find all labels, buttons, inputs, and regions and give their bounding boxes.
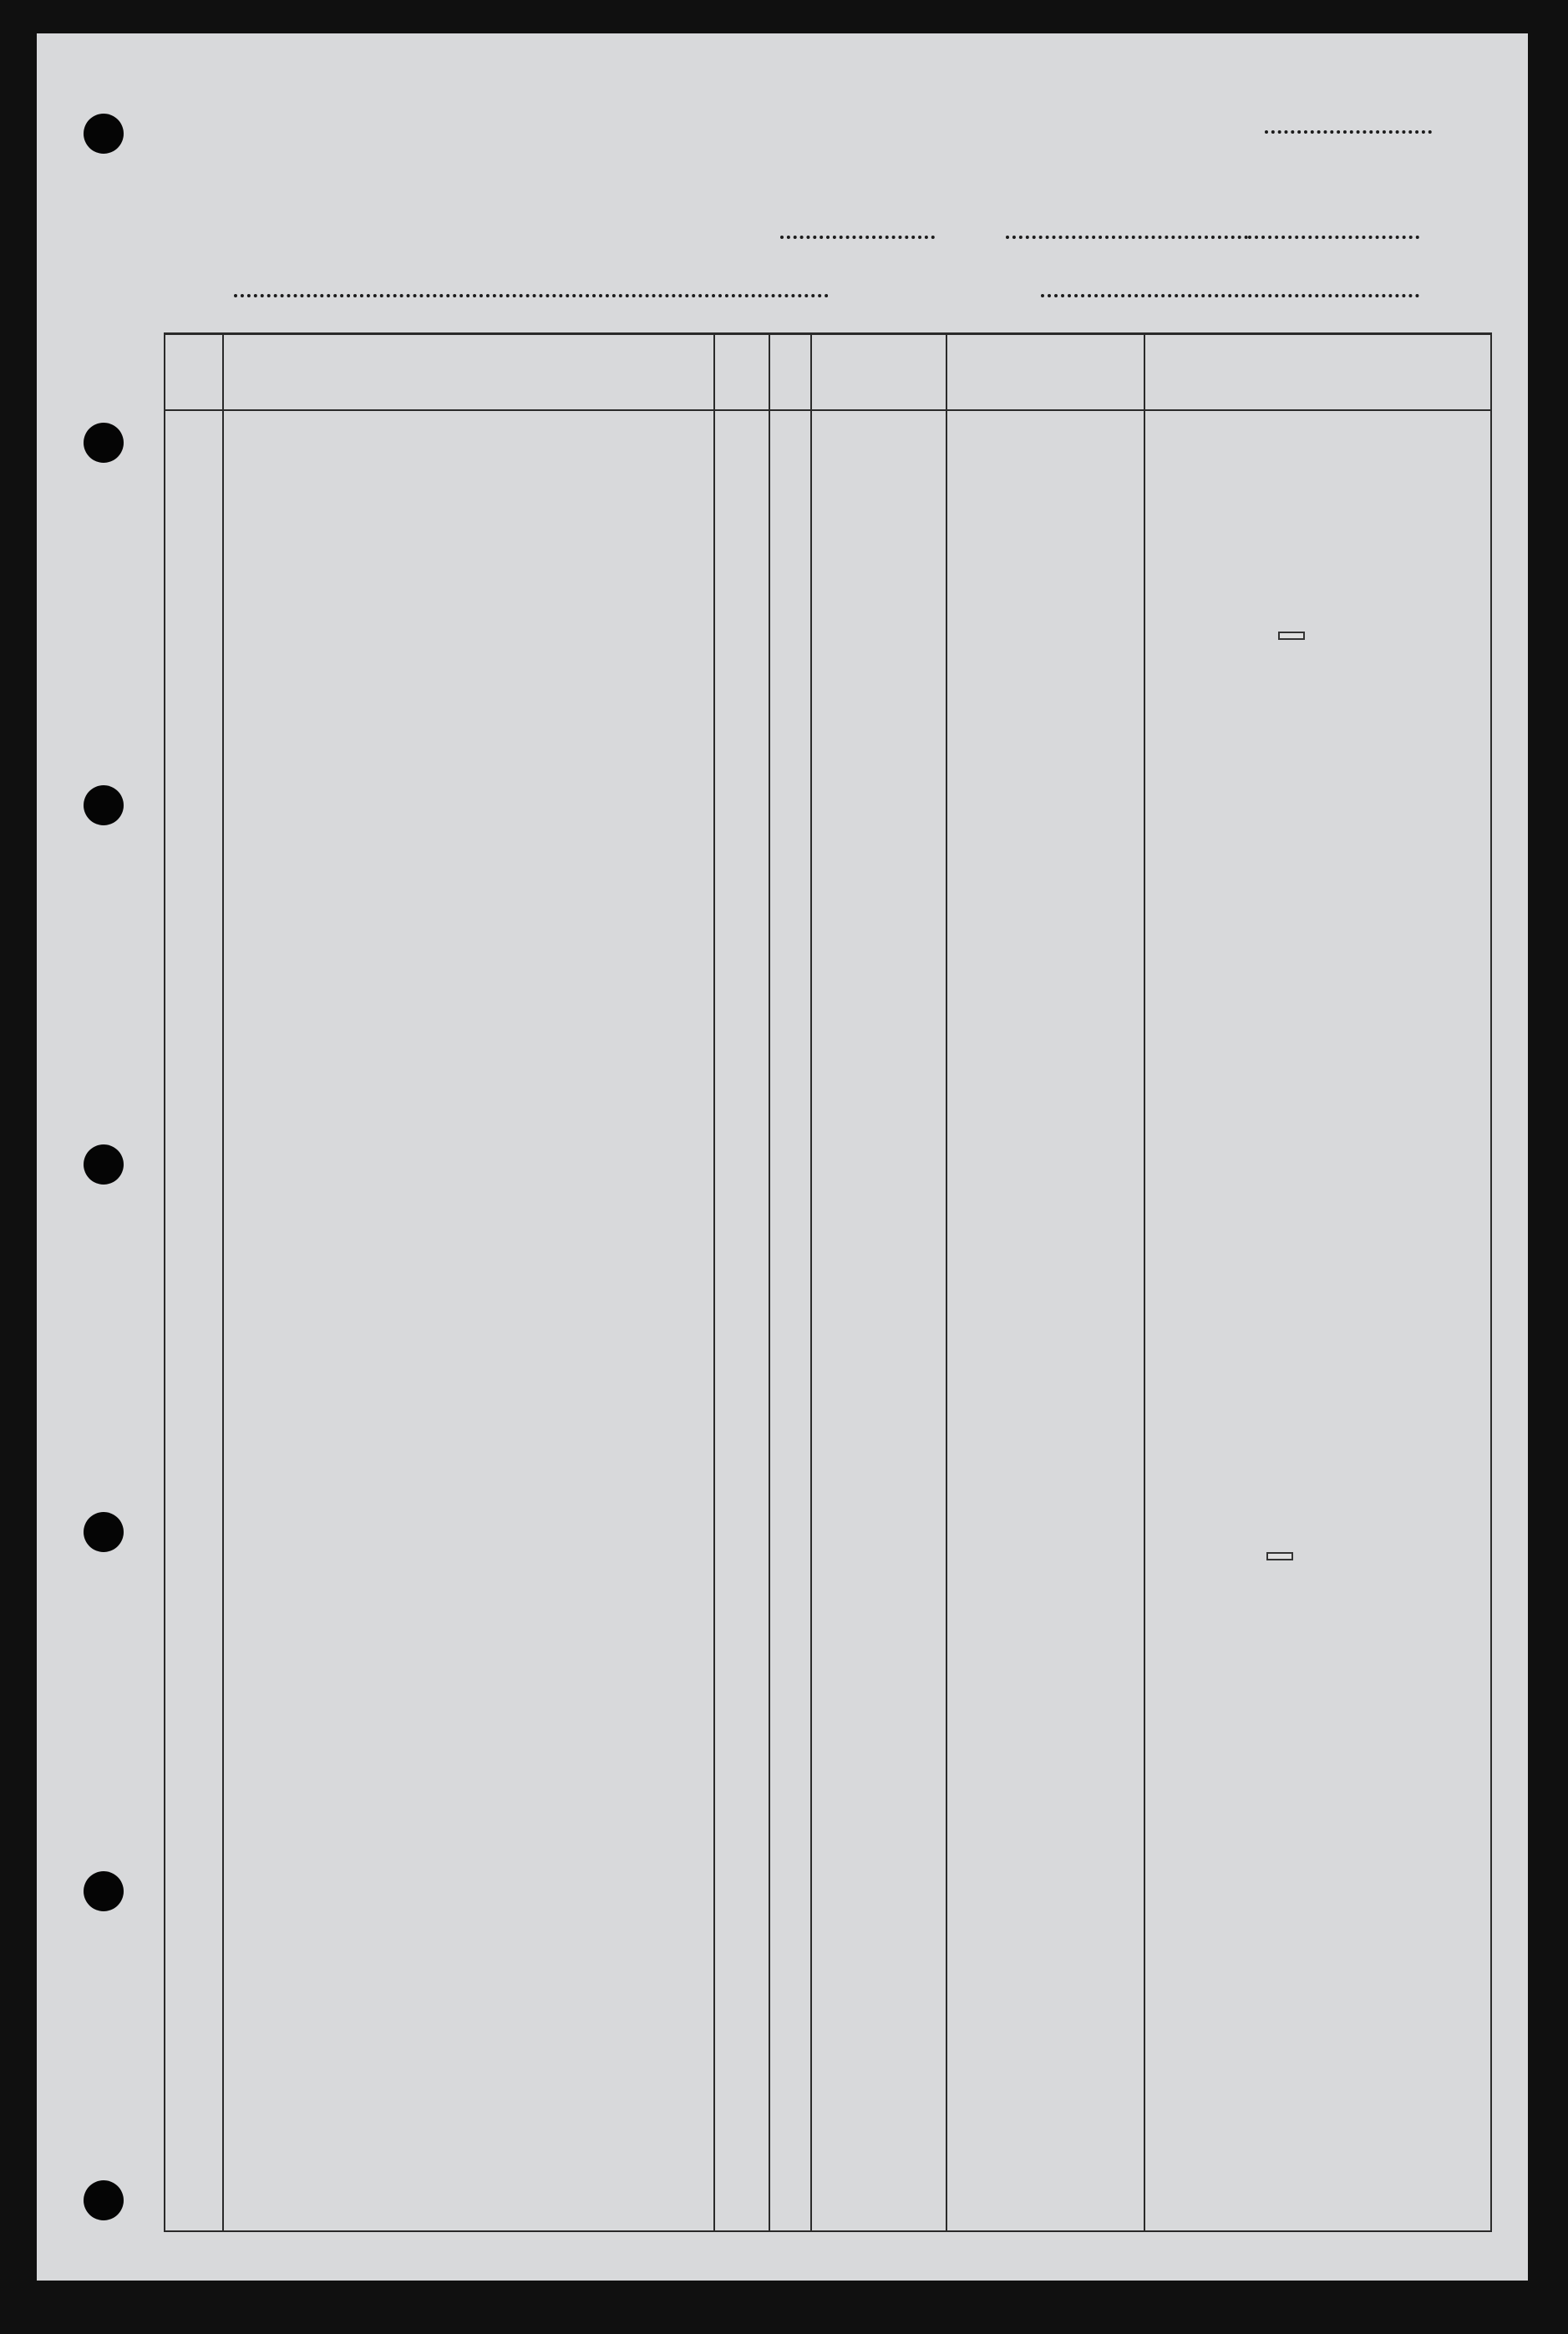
binder-hole bbox=[84, 1871, 124, 1911]
table-top-rule bbox=[164, 332, 1490, 335]
col-rule bbox=[769, 332, 770, 2232]
vessel-line bbox=[234, 294, 829, 297]
col-rule bbox=[810, 332, 812, 2232]
date-line bbox=[1248, 236, 1419, 239]
binder-hole bbox=[84, 114, 124, 154]
col-rule bbox=[1144, 332, 1145, 2232]
col-rule bbox=[1490, 332, 1492, 2232]
col-rule bbox=[164, 332, 165, 2232]
col-rule bbox=[946, 332, 947, 2232]
col-rule bbox=[222, 332, 224, 2232]
binder-hole bbox=[84, 423, 124, 463]
binder-hole bbox=[84, 785, 124, 825]
table-bottom-rule bbox=[164, 2230, 1490, 2232]
list-number-line bbox=[1265, 130, 1432, 134]
manifest-sheet bbox=[37, 33, 1528, 2281]
binder-hole bbox=[84, 2180, 124, 2220]
binder-hole bbox=[84, 1144, 124, 1185]
binder-hole bbox=[84, 1512, 124, 1552]
from-line bbox=[1006, 236, 1248, 239]
us-cit-stamp bbox=[1266, 1552, 1293, 1560]
col-rule bbox=[713, 332, 715, 2232]
us-cit-stamp bbox=[1278, 632, 1305, 640]
class-line bbox=[780, 236, 935, 239]
arrival-line bbox=[1041, 294, 1419, 297]
header-bottom-rule bbox=[164, 409, 1490, 411]
